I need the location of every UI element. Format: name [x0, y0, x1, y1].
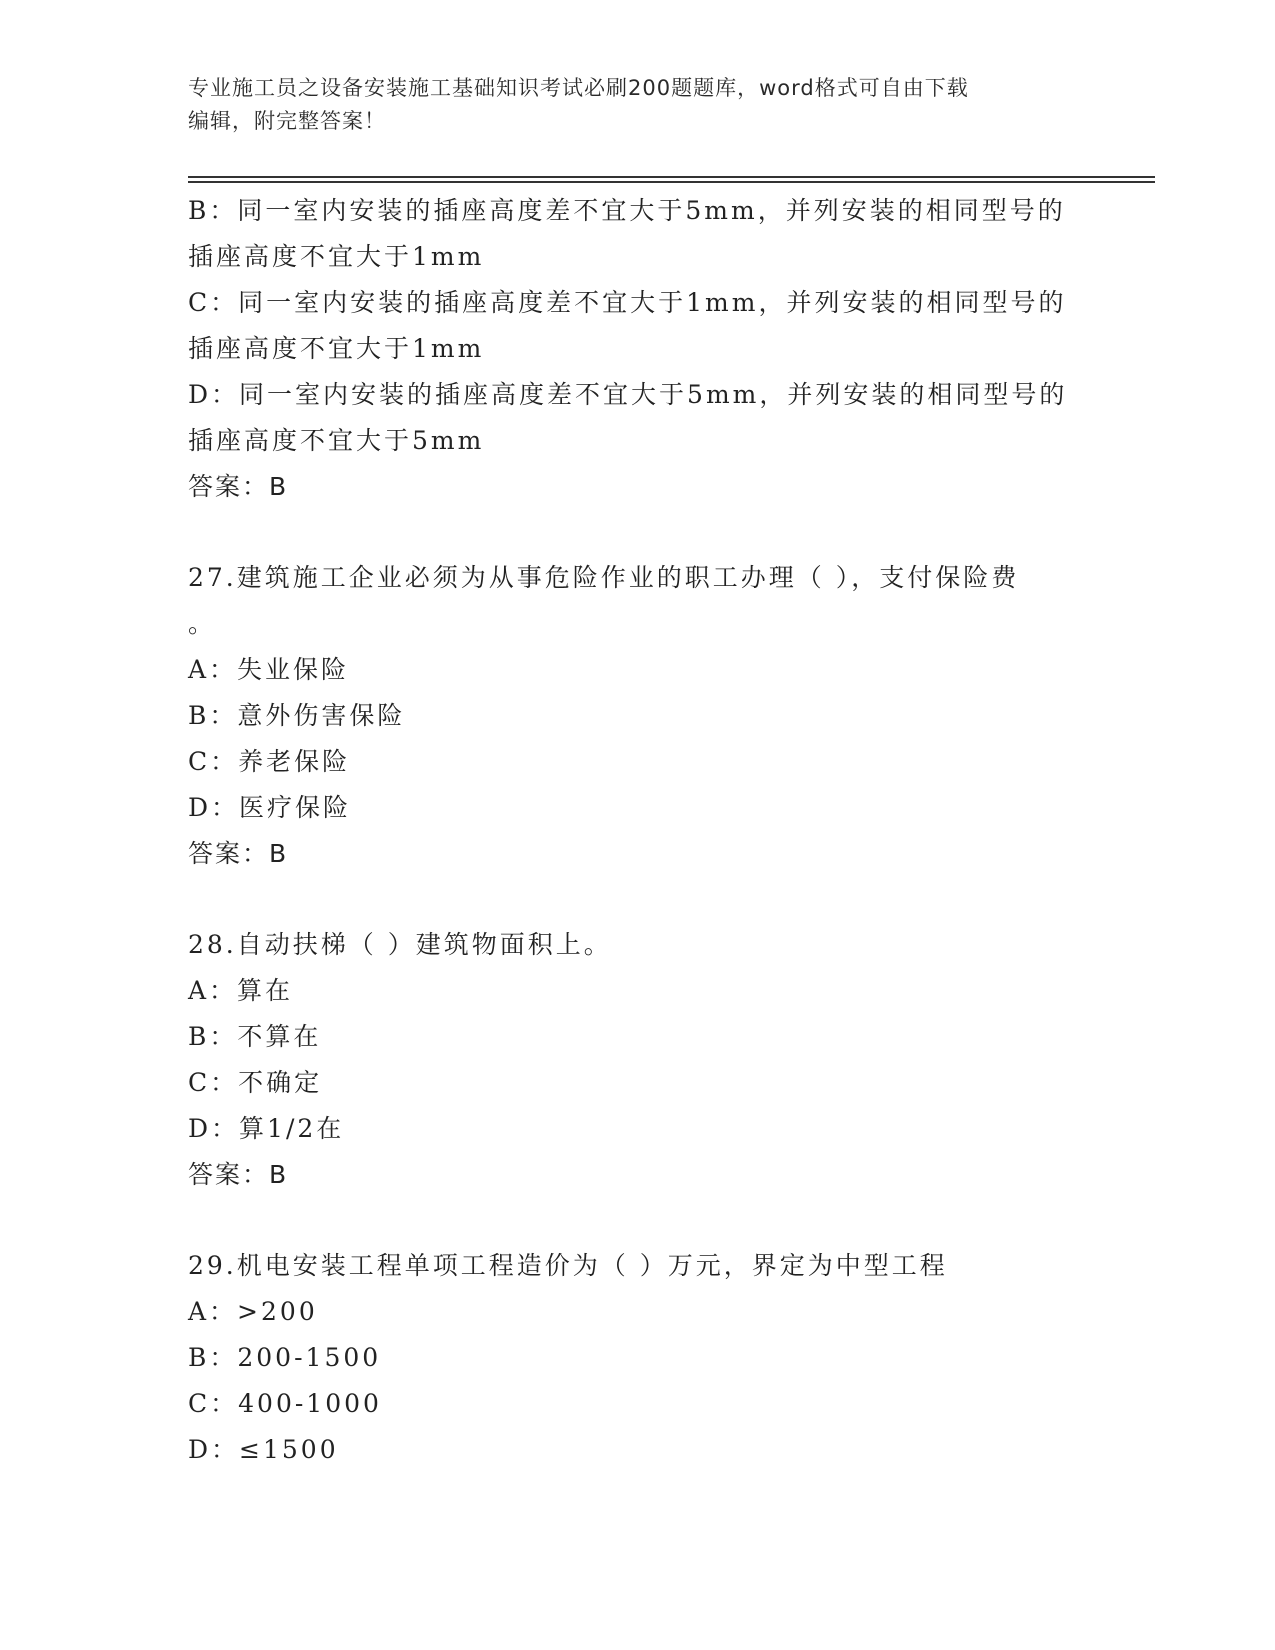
q29-option-d: D：≤1500: [188, 1435, 339, 1464]
question-spacer: [188, 877, 1088, 922]
q27-question-line-1: 27.建筑施工企业必须为从事危险作业的职工办理（ ），支付保险费: [188, 563, 1020, 592]
question-spacer: [188, 510, 1088, 555]
q26-option-d-line-1: D：同一室内安装的插座高度差不宜大于5mm，并列安装的相同型号的: [188, 380, 1068, 409]
q28-answer: 答案：B: [188, 1160, 289, 1189]
q26-answer: 答案：B: [188, 472, 289, 501]
header-title-line-1: 专业施工员之设备安装施工基础知识考试必刷200题题库，word格式可自由下载: [188, 76, 969, 100]
question-spacer: [188, 1198, 1088, 1243]
q29-option-c: C：400-1000: [188, 1389, 382, 1418]
q27-option-b: B：意外伤害保险: [188, 701, 406, 730]
q28-option-c: C：不确定: [188, 1068, 323, 1097]
q28-option-a: A：算在: [188, 976, 294, 1005]
question-29: [188, 1243, 1088, 1473]
q28-option-d: D：算1/2在: [188, 1114, 345, 1143]
q26-option-b-line-2: 插座高度不宜大于1mm: [188, 242, 485, 271]
question-28: [188, 922, 1088, 1198]
q26-option-c-line-2: 插座高度不宜大于1mm: [188, 334, 485, 363]
header-divider-top: [188, 176, 1155, 178]
q27-option-c: C：养老保险: [188, 747, 351, 776]
q27-question-line-2: 。: [188, 609, 217, 638]
q29-option-a: A：>200: [188, 1297, 318, 1326]
q26-option-d-line-2: 插座高度不宜大于5mm: [188, 426, 485, 455]
q27-answer: 答案：B: [188, 839, 289, 868]
question-27: [188, 555, 1088, 877]
q26-option-c-line-1: C：同一室内安装的插座高度差不宜大于1mm，并列安装的相同型号的: [188, 288, 1067, 317]
header-divider-bottom: [188, 181, 1155, 183]
q27-option-d: D：医疗保险: [188, 793, 352, 822]
question-26: [188, 188, 1088, 510]
question-list: [188, 188, 1088, 1473]
q29-question: 29.机电安装工程单项工程造价为（ ）万元，界定为中型工程: [188, 1251, 948, 1280]
q27-option-a: A：失业保险: [188, 655, 350, 684]
header-title-line-2: 编辑，附完整答案！: [188, 109, 386, 133]
q29-option-b: B：200-1500: [188, 1343, 382, 1372]
q26-option-b-line-1: B：同一室内安装的插座高度差不宜大于5mm，并列安装的相同型号的: [188, 196, 1066, 225]
q28-question: 28.自动扶梯（ ）建筑物面积上。: [188, 930, 612, 959]
document-header: [188, 72, 1068, 138]
q28-option-b: B：不算在: [188, 1022, 322, 1051]
